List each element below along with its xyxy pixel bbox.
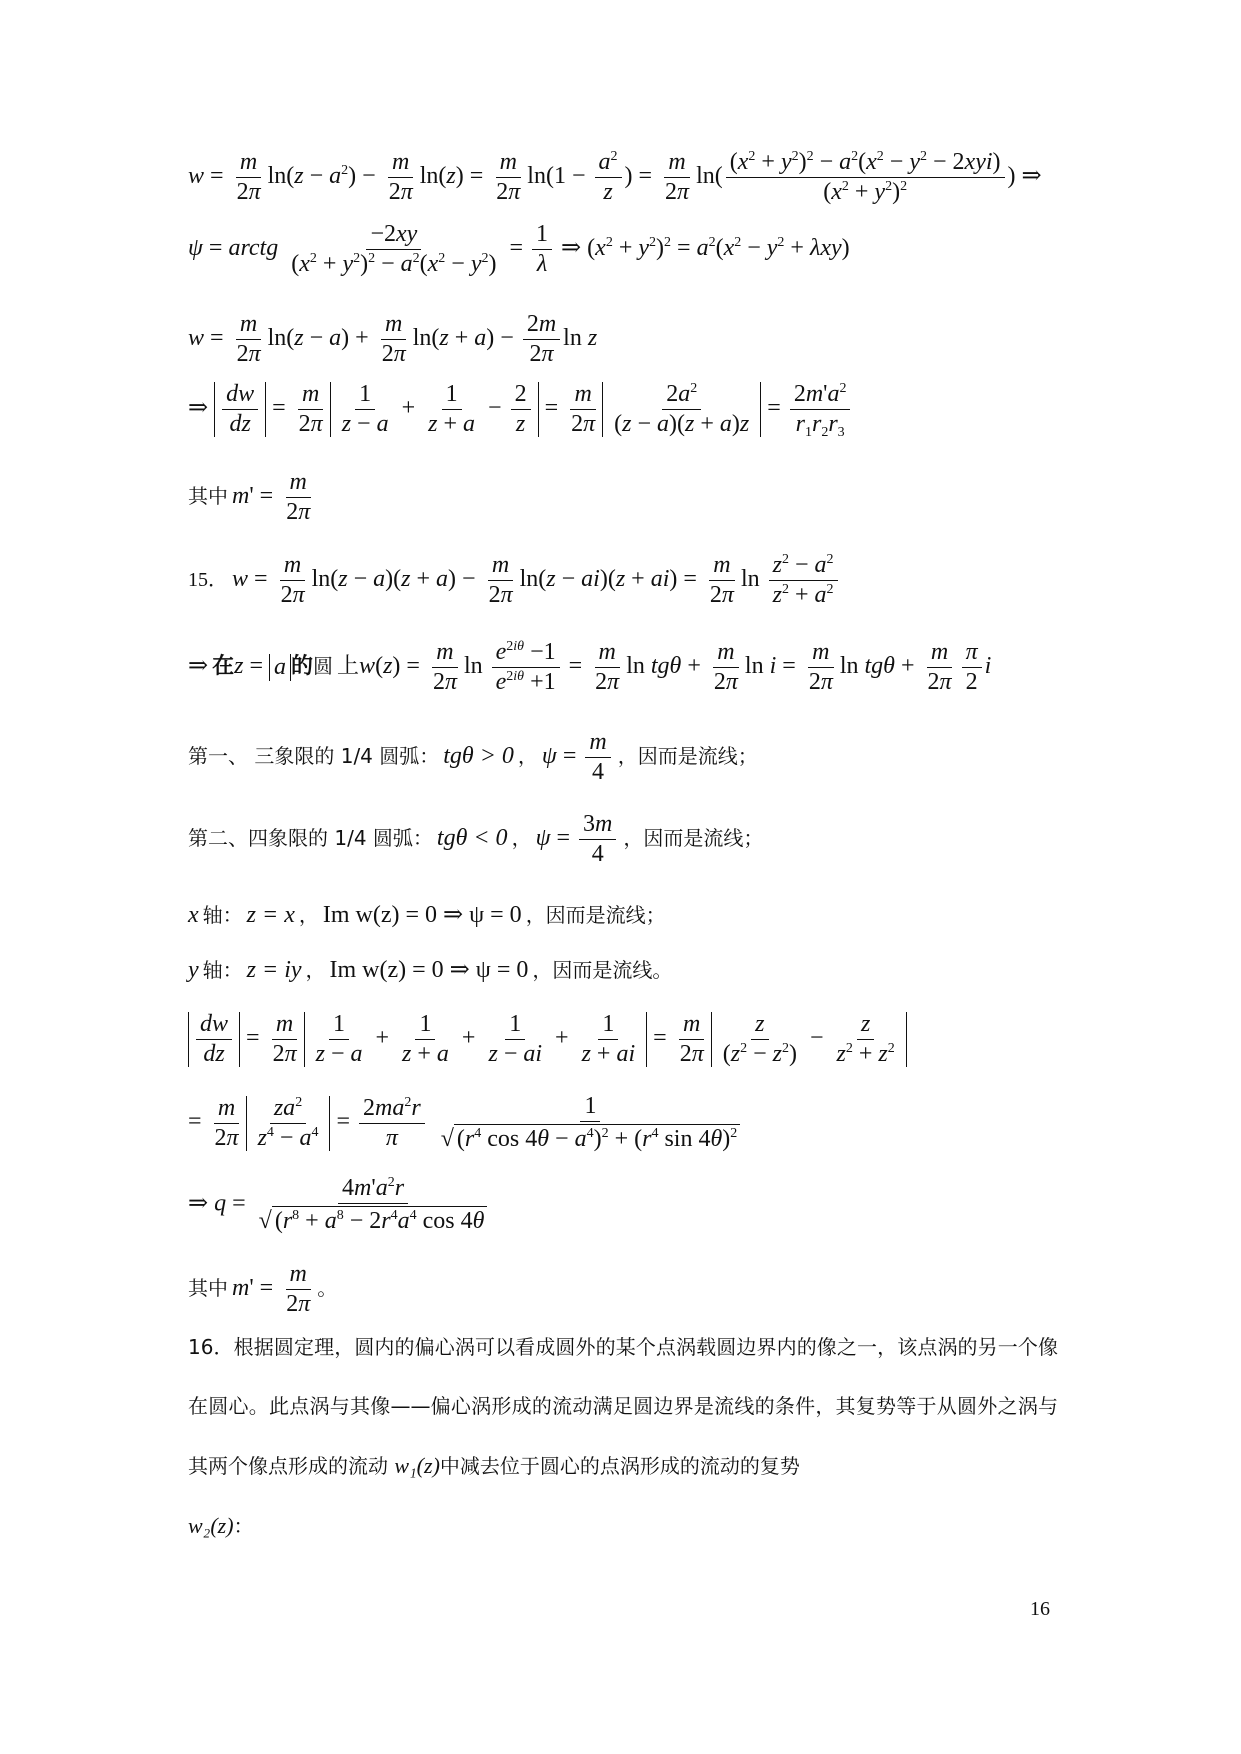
equation-psi-arctg: ψ = arctg $\frac{-2xy}{(x^2 + y^2)^2 - a^2(x^2 - y^2)}$ = $\frac{1}{\lambda}$ ⇒ $(x^2 + y^2)^2 = a^2(x^2 - y^2 + \lambda xy)$ <box>188 221 850 278</box>
x-axis-line: x 轴： z = x ， Im w(z) = 0 ⇒ ψ = 0 ，因而是流线； <box>188 902 666 928</box>
where-m-prime-2: 其中 m' = $\frac{m}{2\pi}$ 。 <box>188 1261 338 1318</box>
equation-dwdz-three: ⇒ $\frac{dw}{dz}$ = $\frac{m}{2\pi}$ $\frac{1}{z - a}$ + $\frac{1}{z + a}$ − $\frac{2}{z}$ = $\frac{m}{2\pi}$ $\frac{2a^2}{(z - a)(z + a)z}$ = $\frac{2m'a^2}{r_1r_2r_3}$ <box>188 382 853 446</box>
y-axis-line: y 轴： z = iy ， Im w(z) = 0 ⇒ ψ = 0 ，因而是流线。 <box>188 957 673 983</box>
problem-15-equation: 15． w = $\frac{m}{2\pi}$ ln(z − a)(z + a) − $\frac{m}{2\pi}$ ln(z − ai)(z + ai) = $\frac{m}{2\pi}$ ln $\frac{z^2 - a^2}{z^2 + a^2}$ <box>188 553 841 617</box>
equation-dwdz-four: $\frac{dw}{dz}$ = $\frac{m}{2\pi}$ $\frac{1}{z - a}$ + $\frac{1}{z + a}$ + $\frac{1}{z - ai}$ + $\frac{1}{z + ai}$ = $\frac{m}{2\pi}$ $\frac{z}{(z^2 - z^2)}$ − $\frac{z}{z^2 + z^2}$ <box>188 1012 907 1076</box>
equation-w-log-a2: w = $\frac{m}{2\pi}$ $\ln(z - a^2)$ − $\frac{m}{2\pi}$ ln(z) = $\frac{m}{2\pi}$ ln(1 − $\frac{a^2}{z}$ ) = $\frac{m}{2\pi}$ ln( $\frac{(x^2 + y^2)^2 - a^2(x^2 - y^2 - 2xyi)}{(x^2 + y^2)^2}$ ) ⇒ <box>188 149 1042 206</box>
equation-q: ⇒ q = $\frac{4m'a^2r}{√ (r^8 + a^8 - 2r^4a^4 \cos 4\theta}$ <box>188 1176 494 1240</box>
equation-on-circle: ⇒ 在z = a 的圆 上w(z) = $\frac{m}{2\pi}$ ln $\frac{e^{2i\theta} -1}{e^{2i\theta} +1}$ = $\frac{m}{2\pi}$ ln tgθ + $\frac{m}{2\pi}$ ln i = $\frac{m}{2\pi}$ ln tgθ + $\frac{m}{2\pi}$ $\frac{\pi}{2}$ i <box>188 639 992 696</box>
equation-w-three-sources: w = $\frac{m}{2\pi}$ ln(z − a) + $\frac{m}{2\pi}$ ln(z + a) − $\frac{2m}{2\pi}$ ln z <box>188 311 598 368</box>
quadrant-1-3-line: 第一、 三象限的 1/4 圆弧： tgθ > 0 ， ψ = $\frac{m}{4}$ ，因而是流线； <box>188 729 758 786</box>
page-number: 16 <box>1030 1598 1050 1620</box>
problem-16-paragraph: 16．根据圆定理，圆内的偏心涡可以看成圆外的某个点涡载圆边界内的像之一，该点涡的另一个像在圆心。此点涡与其像——偏心涡形成的流动满足圆边界是流线的条件，其复势等于从圆外之涡与其两个像点形成的流动 w₁(z)中减去位于圆心的点涡形成的流动的复势 w₂(z)： <box>188 1335 1058 1538</box>
quadrant-2-4-line: 第二、四象限的 1/4 圆弧： tgθ < 0 ， ψ = $\frac{3m}{4}$ ，因而是流线； <box>188 811 764 868</box>
where-m-prime-1: 其中 m' = $\frac{m}{2\pi}$ <box>188 469 311 526</box>
equation-za2-sqrt: = $\frac{m}{2\pi}$ $\frac{za^2}{z^4 - a^4}$ = $\frac{2ma^2r}{\pi}$ $\frac{1}{√ (r^4 \cos 4\theta - a^4)^2 + (r^4 \sin 4\theta)^2}$ <box>188 1094 747 1158</box>
